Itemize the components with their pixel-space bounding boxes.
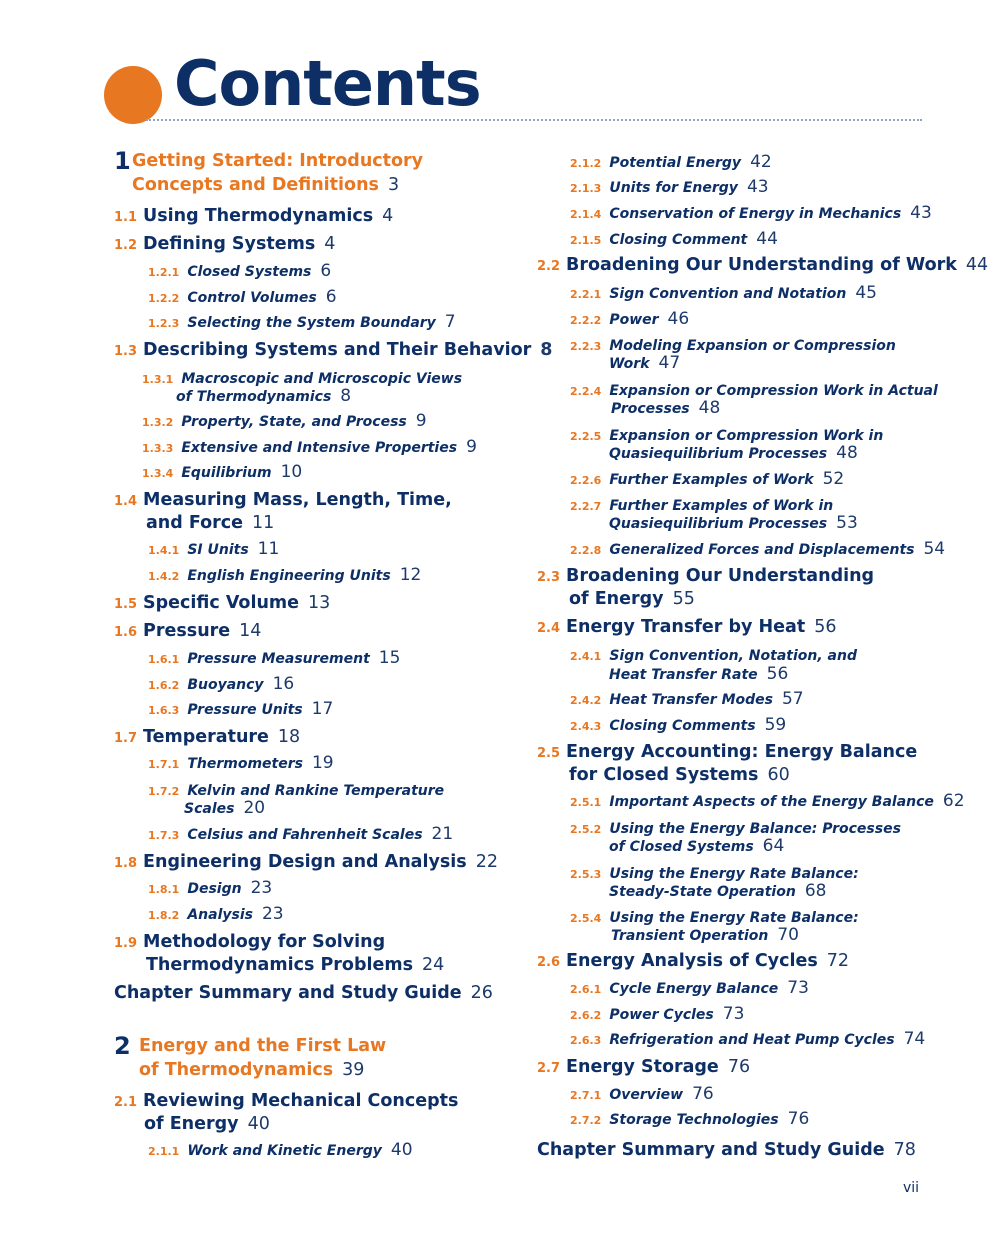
page-ref: 76 <box>787 1109 810 1129</box>
page-ref: 46 <box>667 309 690 329</box>
chapter-number: 2 <box>114 1032 131 1060</box>
toc-entry[interactable] <box>570 177 769 197</box>
toc-entry[interactable] <box>114 340 552 360</box>
section-number: 2.6.2 <box>570 1009 602 1022</box>
toc-entry[interactable] <box>570 978 809 998</box>
section-title: Energy Accounting: Energy Balance <box>566 742 918 762</box>
section-title: Chapter Summary and Study Guide <box>537 1140 885 1160</box>
page-ref: 40 <box>390 1140 413 1160</box>
toc-entry[interactable] <box>570 152 772 172</box>
section-title: Further Examples of Work <box>609 472 814 488</box>
page-ref: 21 <box>431 824 454 844</box>
section-number: 1.9 <box>114 936 138 951</box>
page-ref: 54 <box>923 539 946 559</box>
section-title: Using the Energy Rate Balance: <box>609 866 859 882</box>
page-ref: 43 <box>746 177 769 197</box>
toc-entry-continued[interactable] <box>146 955 444 975</box>
section-number: 1.7 <box>114 731 138 746</box>
section-title: Analysis <box>187 907 253 923</box>
toc-entry-continued[interactable] <box>146 513 274 533</box>
section-title: Heat Transfer Rate <box>609 667 758 683</box>
page-ref: 23 <box>250 878 273 898</box>
toc-entry[interactable] <box>570 791 965 811</box>
toc-chapter-summary[interactable] <box>537 1140 916 1160</box>
section-number: 1.3.1 <box>142 373 174 386</box>
page-ref: 73 <box>787 978 809 998</box>
page-ref: 39 <box>342 1060 365 1080</box>
page-ref: 17 <box>311 699 334 719</box>
page-ref: 24 <box>422 955 445 975</box>
section-title: Conservation of Energy in Mechanics <box>609 206 902 222</box>
page-ref: 78 <box>893 1140 916 1160</box>
section-number: 1.2 <box>114 238 138 253</box>
section-number: 2.5.2 <box>570 823 602 836</box>
toc-entry-continued[interactable] <box>609 353 680 373</box>
toc-entry[interactable] <box>570 645 857 664</box>
section-title: Specific Volume <box>143 593 300 613</box>
toc-entry[interactable] <box>570 469 844 489</box>
page-ref: 64 <box>762 836 785 856</box>
section-title: Overview <box>609 1087 684 1103</box>
page-ref: 60 <box>767 765 790 785</box>
toc-entry-continued[interactable] <box>609 513 858 533</box>
section-number: 2.1.1 <box>148 1145 180 1158</box>
toc-entry[interactable] <box>114 206 393 226</box>
section-title: Power Cycles <box>609 1007 714 1023</box>
toc-entry-continued[interactable] <box>569 765 790 785</box>
toc-entry[interactable] <box>537 255 988 275</box>
toc-entry[interactable] <box>114 621 261 641</box>
section-number: 1.7.1 <box>148 758 180 771</box>
page-title: Contents <box>174 47 481 120</box>
toc-entry[interactable] <box>114 727 300 747</box>
toc-entry[interactable] <box>570 1084 714 1104</box>
page-ref: 18 <box>277 727 301 747</box>
toc-entry[interactable] <box>570 689 804 709</box>
section-number: 1.7.2 <box>148 785 180 798</box>
section-title: Energy Transfer by Heat <box>566 617 806 637</box>
section-title: Sign Convention and Notation <box>609 286 847 302</box>
toc-entry[interactable] <box>537 617 837 637</box>
toc-entry[interactable] <box>114 593 330 613</box>
section-number: 2.7.1 <box>570 1089 602 1102</box>
toc-entry[interactable] <box>537 1057 750 1077</box>
toc-entry-continued[interactable] <box>144 1114 270 1134</box>
page-ref: 8 <box>340 386 352 406</box>
section-number: 2.6 <box>537 955 561 970</box>
section-title: Control Volumes <box>187 290 317 306</box>
section-number: 1.3.2 <box>142 416 174 429</box>
section-title: Steady-State Operation <box>609 884 796 900</box>
page-ref: 76 <box>727 1057 751 1077</box>
page-ref: 10 <box>280 462 303 482</box>
page-ref: 42 <box>750 152 772 172</box>
section-title: Defining Systems <box>143 234 316 254</box>
section-number: 2.2 <box>537 259 561 274</box>
page-ref: 9 <box>466 437 477 457</box>
toc-entry[interactable] <box>148 674 294 694</box>
section-number: 1.6.2 <box>148 679 180 692</box>
toc-entry[interactable] <box>148 287 337 307</box>
section-title: Important Aspects of the Energy Balance <box>609 794 934 810</box>
section-number: 1.4.1 <box>148 544 180 557</box>
section-title: Potential Energy <box>609 155 742 171</box>
section-title: Generalized Forces and Displacements <box>609 542 915 558</box>
toc-entry-continued[interactable] <box>176 386 351 406</box>
section-title: Selecting the System Boundary <box>187 315 436 331</box>
section-number: 2.5.4 <box>570 912 602 925</box>
page-ref: 13 <box>308 593 331 613</box>
section-number: 2.1 <box>114 1095 138 1110</box>
page-ref: 4 <box>382 206 394 226</box>
page-ref: 43 <box>910 203 932 223</box>
section-title: Reviewing Mechanical Concepts <box>143 1091 459 1111</box>
toc-entry-continued[interactable] <box>609 664 788 684</box>
page-ref: 15 <box>378 648 401 668</box>
toc-entry[interactable] <box>570 229 778 249</box>
toc-entry-continued[interactable] <box>609 836 784 856</box>
section-number: 2.2.7 <box>570 500 602 513</box>
section-title: Chapter Summary and Study Guide <box>114 983 462 1003</box>
toc-entry[interactable] <box>148 565 421 585</box>
page-ref: 55 <box>672 589 695 609</box>
toc-entry-continued[interactable] <box>609 443 858 463</box>
section-title: Design <box>187 881 242 897</box>
section-title: Work <box>609 356 650 372</box>
toc-entry[interactable] <box>570 715 786 735</box>
toc-entry[interactable] <box>148 312 456 332</box>
section-number: 2.2.5 <box>570 430 602 443</box>
toc-entry[interactable] <box>570 907 859 926</box>
toc-entry[interactable] <box>114 490 452 510</box>
toc-entry[interactable] <box>570 335 896 354</box>
toc-entry[interactable] <box>114 234 335 254</box>
section-number: 1.2.2 <box>148 292 180 305</box>
toc-entry[interactable] <box>148 878 272 898</box>
toc-entry[interactable] <box>570 1004 744 1024</box>
toc-entry[interactable] <box>148 539 279 559</box>
page-ref: 26 <box>470 983 493 1003</box>
section-title: of Thermodynamics <box>176 389 332 405</box>
section-title: Pressure Measurement <box>187 651 370 667</box>
section-number: 1.4 <box>114 494 138 509</box>
chapter-title: Getting Started: Introductory <box>132 151 424 171</box>
section-title: Further Examples of Work in <box>609 498 834 514</box>
section-title: Engineering Design and Analysis <box>143 852 467 872</box>
section-title: Broadening Our Understanding <box>566 566 875 586</box>
toc-entry[interactable] <box>148 824 453 844</box>
page-ref: 23 <box>261 904 284 924</box>
section-title: Broadening Our Understanding of Work <box>566 255 957 275</box>
page-ref: 48 <box>836 443 858 463</box>
section-number: 1.6.1 <box>148 653 180 666</box>
toc-entry[interactable] <box>570 380 938 399</box>
section-number: 2.5 <box>537 746 561 761</box>
section-number: 2.2.3 <box>570 340 602 353</box>
section-title: English Engineering Units <box>187 568 391 584</box>
page-ref: 4 <box>324 234 336 254</box>
section-number: 2.2.1 <box>570 288 602 301</box>
toc-entry-continued[interactable] <box>184 798 265 818</box>
section-number: 2.7 <box>537 1061 561 1076</box>
section-number: 2.3 <box>537 570 561 585</box>
page-ref: 44 <box>965 255 988 275</box>
section-number: 1.4.2 <box>148 570 180 583</box>
toc-entry[interactable] <box>570 203 932 223</box>
section-title: Using Thermodynamics <box>143 206 374 226</box>
page-ref: 68 <box>804 881 827 901</box>
section-number: 2.1.5 <box>570 234 602 247</box>
toc-entry[interactable] <box>142 437 477 457</box>
section-title: Closing Comments <box>609 718 756 734</box>
section-number: 2.2.2 <box>570 314 602 327</box>
section-title: Equilibrium <box>181 465 272 481</box>
toc-entry[interactable] <box>148 904 284 924</box>
section-title: Modeling Expansion or Compression <box>609 338 896 354</box>
section-title: Describing Systems and Their Behavior <box>143 340 532 360</box>
section-number: 1.8 <box>114 856 138 871</box>
section-title: Extensive and Intensive Properties <box>181 440 458 456</box>
section-title: Expansion or Compression Work in <box>609 428 884 444</box>
section-number: 2.2.6 <box>570 474 602 487</box>
toc-entry[interactable] <box>537 742 917 762</box>
section-title: Thermodynamics Problems <box>146 955 413 975</box>
toc-entry[interactable] <box>570 863 859 882</box>
toc-entry[interactable] <box>142 411 427 431</box>
toc-entry[interactable] <box>142 368 462 387</box>
section-title: Energy Storage <box>566 1057 719 1077</box>
toc-entry-continued[interactable] <box>569 589 695 609</box>
toc-entry[interactable] <box>114 1091 458 1111</box>
toc-entry[interactable] <box>570 425 883 444</box>
page-ref: 9 <box>415 411 427 431</box>
section-title: Kelvin and Rankine Temperature <box>187 783 445 799</box>
toc-entry[interactable] <box>570 309 689 329</box>
section-title: of Energy <box>569 589 664 609</box>
section-title: Methodology for Solving <box>143 932 386 952</box>
section-number: 1.3.4 <box>142 467 174 480</box>
section-number: 2.5.3 <box>570 868 602 881</box>
section-title: Celsius and Fahrenheit Scales <box>187 827 423 843</box>
section-number: 1.2.1 <box>148 266 180 279</box>
page-ref: 20 <box>243 798 266 818</box>
section-title: and Force <box>146 513 244 533</box>
page-ref: 48 <box>698 398 721 418</box>
section-title: Refrigeration and Heat Pump Cycles <box>609 1032 895 1048</box>
toc-entry[interactable] <box>148 1140 413 1160</box>
section-number: 2.7.2 <box>570 1114 602 1127</box>
toc-entry[interactable] <box>148 648 400 668</box>
section-title: Closed Systems <box>187 264 312 280</box>
page-ref: 73 <box>722 1004 745 1024</box>
page-number: vii <box>903 1180 920 1196</box>
page-ref: 52 <box>822 469 845 489</box>
section-number: 2.2.8 <box>570 544 602 557</box>
section-title: SI Units <box>187 542 249 558</box>
section-title: Sign Convention, Notation, and <box>609 648 857 664</box>
page-ref: 40 <box>247 1114 270 1134</box>
section-title: Pressure <box>143 621 231 641</box>
section-number: 1.2.3 <box>148 317 180 330</box>
section-title: Cycle Energy Balance <box>609 981 779 997</box>
section-number: 1.1 <box>114 210 138 225</box>
section-number: 1.3.3 <box>142 442 174 455</box>
section-title: Closing Comment <box>609 232 748 248</box>
section-title: Transient Operation <box>611 928 769 944</box>
section-title: Macroscopic and Microscopic Views <box>181 371 463 387</box>
toc-entry[interactable] <box>570 283 877 303</box>
chapter-title: of Thermodynamics <box>139 1060 334 1080</box>
section-number: 1.3 <box>114 344 138 359</box>
toc-entry[interactable] <box>148 699 333 719</box>
page-ref: 59 <box>764 715 787 735</box>
chapter-title: Concepts and Definitions <box>132 175 379 195</box>
section-number: 1.8.2 <box>148 909 180 922</box>
toc-entry[interactable] <box>114 932 385 952</box>
page-ref: 6 <box>325 287 337 307</box>
section-title: Heat Transfer Modes <box>609 692 773 708</box>
page-ref: 72 <box>826 951 850 971</box>
section-title: Processes <box>611 401 690 417</box>
section-number: 2.5.1 <box>570 796 602 809</box>
section-number: 1.6.3 <box>148 704 180 717</box>
page-ref: 22 <box>475 852 498 872</box>
page-ref: 8 <box>540 340 553 360</box>
section-number: 2.1.3 <box>570 182 602 195</box>
section-number: 2.1.2 <box>570 157 602 170</box>
page-ref: 56 <box>766 664 789 684</box>
section-title: Work and Kinetic Energy <box>187 1143 382 1159</box>
toc-entry-continued[interactable] <box>609 881 826 901</box>
section-number: 1.7.3 <box>148 829 180 842</box>
section-title: of Energy <box>144 1114 239 1134</box>
section-title: Using the Energy Rate Balance: <box>609 910 859 926</box>
toc-entry[interactable] <box>148 261 331 281</box>
toc-entry[interactable] <box>570 818 901 837</box>
section-number: 2.1.4 <box>570 208 602 221</box>
chapter-title: Energy and the First Law <box>139 1036 387 1056</box>
section-number: 2.6.1 <box>570 983 602 996</box>
section-title: Property, State, and Process <box>181 414 407 430</box>
toc-entry[interactable] <box>537 566 874 586</box>
page-ref: 19 <box>311 753 334 773</box>
toc-entry[interactable] <box>570 539 945 559</box>
page-ref: 74 <box>903 1029 926 1049</box>
section-number: 1.5 <box>114 597 138 612</box>
page-ref: 70 <box>777 925 799 945</box>
section-number: 2.4.3 <box>570 720 602 733</box>
section-title: Quasiequilibrium Processes <box>609 446 828 462</box>
page-ref: 45 <box>855 283 877 303</box>
section-number: 2.4.1 <box>570 650 602 663</box>
section-number: 1.8.1 <box>148 883 180 896</box>
page-ref: 16 <box>272 674 295 694</box>
section-title: Buoyancy <box>187 677 264 693</box>
page-ref: 44 <box>756 229 778 249</box>
toc-entry[interactable] <box>570 495 833 514</box>
section-title: Pressure Units <box>187 702 303 718</box>
chapter-number: 1 <box>114 147 131 175</box>
page-ref: 47 <box>658 353 681 373</box>
section-number: 2.6.3 <box>570 1034 602 1047</box>
section-number: 1.6 <box>114 625 138 640</box>
section-title: Quasiequilibrium Processes <box>609 516 828 532</box>
section-title: Storage Technologies <box>609 1112 779 1128</box>
page-ref: 11 <box>257 539 280 559</box>
section-title: of Closed Systems <box>609 839 754 855</box>
toc-entry-continued[interactable] <box>611 398 720 418</box>
page-ref: 11 <box>252 513 275 533</box>
section-title: for Closed Systems <box>569 765 759 785</box>
section-number: 2.2.4 <box>570 385 602 398</box>
page-ref: 7 <box>444 312 456 332</box>
toc-chapter-summary[interactable] <box>114 983 493 1003</box>
toc-entry[interactable] <box>148 753 334 773</box>
section-title: Energy Analysis of Cycles <box>566 951 818 971</box>
section-number: 2.4.2 <box>570 694 602 707</box>
section-title: Measuring Mass, Length, Time, <box>143 490 452 510</box>
section-title: Power <box>609 312 659 328</box>
section-title: Thermometers <box>187 756 303 772</box>
page-ref: 3 <box>387 175 400 195</box>
section-title: Using the Energy Balance: Processes <box>609 821 901 837</box>
toc-entry[interactable] <box>148 780 444 799</box>
toc-entry[interactable] <box>114 852 498 872</box>
page-ref: 53 <box>836 513 858 533</box>
page-ref: 62 <box>942 791 965 811</box>
section-title: Temperature <box>143 727 269 747</box>
toc-entry[interactable] <box>570 1109 809 1129</box>
page-ref: 14 <box>239 621 262 641</box>
section-number: 2.4 <box>537 621 561 636</box>
page-ref: 76 <box>692 1084 714 1104</box>
page-ref: 6 <box>320 261 332 281</box>
toc-entry[interactable] <box>537 951 849 971</box>
toc-entry-continued[interactable] <box>611 925 799 945</box>
section-title: Expansion or Compression Work in Actual <box>609 383 938 399</box>
section-title: Units for Energy <box>609 180 738 196</box>
toc-entry[interactable] <box>570 1029 925 1049</box>
page-ref: 12 <box>399 565 422 585</box>
page-ref: 56 <box>814 617 837 637</box>
toc-entry[interactable] <box>142 462 302 482</box>
page-ref: 57 <box>781 689 804 709</box>
section-title: Scales <box>184 801 235 817</box>
